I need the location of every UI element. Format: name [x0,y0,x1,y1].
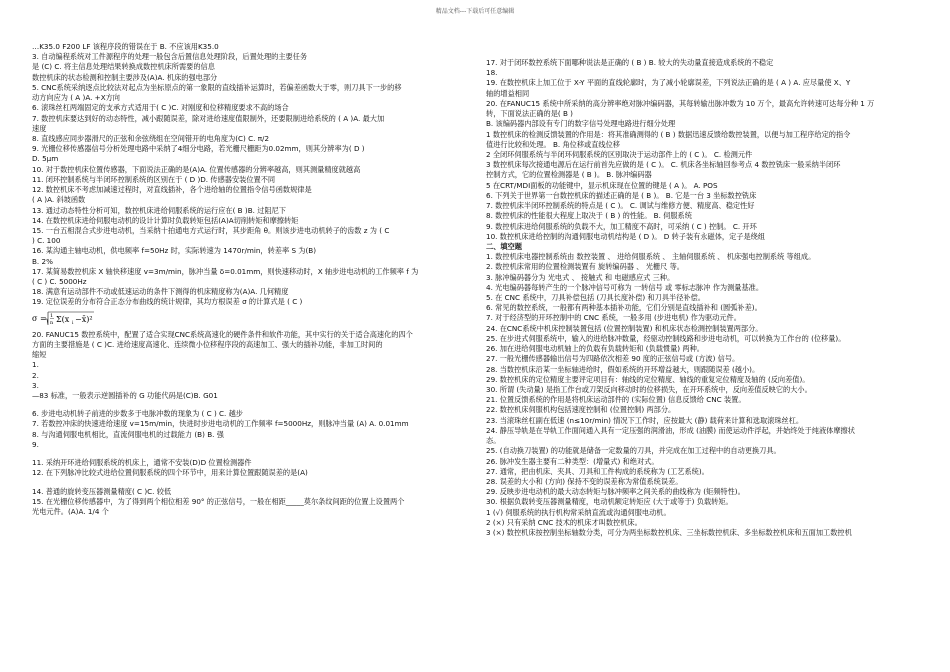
text-line: 动方向应为 ( A )A. +X方向 [32,93,120,103]
text-line: 10. 数控机床进给控制的沟通伺服电动机结构是 ( D )。 D 转子装有永磁体，定子是绕组 [486,231,766,241]
text-line: 19. 在数控机床上加工位于 X-Y 平面的直线轮廓时，为了减小轮廓误差，下列说法正确的是 ( A ) A. 应尽量使 X、Y [486,78,851,88]
left-column [32,42,468,517]
text-line: 21. 位置反馈系统的作用是将机床运动部件的 (实际位置) 信息反馈给 CNC 装置。 [486,395,746,405]
text-line: 3. 脉冲编码器分为 光电式 、 接触式 和 电磁感应式 三种。 [486,272,675,282]
text-line: 23. 当滚珠丝杠副在低速 (n≤10r/min) 情况下工作时，应按最大 (静) 载荷来计算和选取滚珠丝杠。 [486,415,804,425]
text-line: 16. 某沟通主轴电动机，供电频率 f=50Hz 时，实际转速为 1470r/min，转差率 S 为(B) [32,246,317,256]
text-line: 12. 在下列脉冲比较式进给位置伺服系统的四个环节中，用来计算位置跟随误差的是(A) [32,468,308,478]
text-line: 11. 闭环控制系统与半闭环控制系统的区别在于 ( D )D. 传感器安装位置不同 [32,174,276,184]
sigma-formula [32,308,468,330]
text-line: 态。 [486,436,501,446]
svg-text:n: n [50,319,54,326]
text-line: 5. 在 CNC 系统中，刀具补偿包括 (刀具长度补偿) 和刀具半径补偿。 [486,293,705,303]
text-line: 2. 数控机床常用的位置检测装置有 旋转编码器 、 光栅尺 等。 [486,262,684,272]
text-line: 25. 在步进式伺服系统中，输入的进给脉冲数量，经驱动控制线路和步进电动机，可以转换为工作台的 (位移量)。 [486,333,846,343]
text-line: 7. 若数控冲床的快速进给速度 v=15m/min，快进时步进电动机的工作频率 f=5000Hz，则脉冲当量 (A) A. 0.01mm [32,419,409,429]
text-line: 1 (√) 伺服系统的执行机构常采纳直流或沟通伺服电动机。 [486,507,671,517]
text-line: 10. 对于数控机床位置传感器，下面说法正确的是(A)A. 位置传感器的分辨率越高，则其测量精度就越高 [32,164,361,174]
svg-text:Σ(x: Σ(x [56,314,70,324]
text-line: 26. 加在进给伺服电动机轴上的负载有负载转矩和 (负载惯量) 两种。 [486,344,704,354]
text-line: 28. 当数控机床沿某一坐标轴进给时，假如系统的开环增益越大，则跟随误差 (越小)。 [486,364,760,374]
text-line: 29. 反映步进电动机的最大动态转矩与脉冲频率之间关系的曲线称为 (矩频特性)。 [486,487,745,497]
text-line: 3 (×) 数控机床按控制坐标轴数分类，可分为两坐标数控机床、三坐标数控机床、多坐标数控机床和五面加工数控机 [486,528,852,538]
text-line: 2 全闭环伺服系统与半闭环伺服系统的区别取决于运动部件上的 ( C )。 C. 检测元件 [486,149,753,159]
text-line: 27. 一般光栅传感器输出信号为四路依次相差 90 度的正弦信号或 (方波) 信号。 [486,354,740,364]
page-header: 精品文档---下载后可任意编辑 [435,8,515,15]
text-line: ( A )A. 斜坡函数 [32,195,86,205]
text-line: 是 (C) C. 将主信息处理结果转换成数控机床所需要的信息 [32,62,215,72]
text-line: 5. CNC系统采纳逐点比较法对起点为坐标原点的第一象限的直线插补运算时，若偏差函数大于零，则刀具下一步的移 [32,82,402,92]
text-line: —83 标准，一般表示逆圆插补的 G 功能代码是(C)B. G01 [32,391,218,400]
text-line: 12. 数控机床不考虑加减速过程时，对直线插补，各个进给轴的位置指令信号函数规律是 [32,185,312,195]
text-line: 3 数控机床每次接通电源后在运行前首先应做的是 ( C )。 C. 机床各坐标轴回参考点 4 数控铣床一般采纳半闭环 [486,160,841,170]
text-line: B. 2% [32,256,53,266]
svg-text:1: 1 [50,312,54,319]
text-line: 轴的增益相同 [486,88,530,98]
text-line: 29. 数控机床的定位精度主要评定项目有：轴线的定位精度、轴线的重复定位精度及轴的 (反向差值)。 [486,374,810,384]
text-line: 24. 静压导轨是在导轨工作面间通入具有一定压强的润滑油，形成 (油膜) 而使运动件浮起，并始终处于纯液体摩擦状 [486,425,855,435]
svg-text:−x̄)²: −x̄)² [75,314,93,324]
text-line: 速度 [32,123,47,133]
text-line: 光电元件。(A)A. 1/4 个 [32,506,109,516]
text-line: 9. [32,439,39,449]
text-line: 转，下面说法正确的是( B ) [486,109,573,119]
text-line: 30. 所谓 (失动量) 是指工作台或刀架反向移动时的位移损失，在开环系统中，反向差值反映它的大小。 [486,385,812,394]
text-line: 方面的主要措施是 ( C )C. 进给速度高速化、连续微小位移程序段的高速加工、强大的插补功能，非加工时间的 [32,339,383,349]
text-line: ( C ) C. 5000Hz [32,277,87,287]
text-line: 6. 下列关于世界第一台数控机床的描述正确的是 ( B )。 B. 它是一台 3 坐标数控铣床 [486,190,757,200]
text-line: 14. 在数控机床进给伺服电动机的设计计算时负载转矩包括(A)A切削转矩和摩擦转矩 [32,215,299,225]
text-line: …K35.0 F200 LF 该程序段的错误在于 B. 不应该用K35.0 [32,42,219,51]
text-line: 值进行比较和处理。 B. 角位移或直线位移 [486,139,620,149]
text-line: 14. 普通的旋转变压器测量精度( C )C. 较低 [32,486,172,496]
text-line: 18. [486,68,498,78]
svg-text:σ =: σ = [32,313,47,323]
text-line: 控制方式，它的位置检测器是 ( B )。 B. 脉冲编码器 [486,170,652,180]
text-line: 26. 脉冲发生器主要有二种类型：(增量式) 和绝对式。 [486,456,659,466]
text-line: 15. 一台五相混合式步进电动机，当采纳十拍通电方式运行时，其步距角 θ。则该步进电动机转子的齿数 z 为 ( C [32,225,390,235]
text-line: 9. 光栅位移传感器信号分析处理电路中采纳了4细分电路，若光栅尺栅距为0.02mm，则其分辨率为( D ) [32,144,365,154]
text-line: 缩短 [32,350,47,360]
svg-text:i: i [72,320,74,326]
text-line: 30. 根据负载转变压器测量精度，电动机额定转矩应 (大于或等于) 负载转矩。 [486,497,733,507]
text-line: 5 在CRT/MDI面板的功能键中，显示机床现在位置的键是 ( A )。 A. POS [486,180,718,190]
text-line: 22. 数控机床伺服机构包括速度控制和 (位置控制) 两部分。 [486,405,676,415]
text-line: 7. 对于经济型的开环控制中的 CNC 系统，一般多用 (步进电机) 作为驱动元件。 [486,313,741,323]
text-line: 2. [32,370,39,380]
text-line: 11. 采纳开环进给伺服系统的机床上，通常不安装(D)D 位置检测器件 [32,458,252,468]
text-line: 6. 常见的数控系统，一般都有两种基本插补功能，它们分别是直线插补和 (圆弧补差)。 [486,303,762,313]
text-line: 19. 定位误差的分布符合正态分布曲线的统计规律，其均方根误差 σ 的计算式是 ( C ) [32,297,303,307]
text-line: 6. 滚珠丝杠两端固定的支承方式适用于( C )C. 对刚度和位移精度要求不高的场合 [32,103,289,113]
text-line: 8. 与沟通伺服电机相比，直流伺服电机的过载能力 (B) B. 强 [32,429,224,439]
text-line: 18. 满意有运动部件不动或低速运动的条件下测得的机床精度称为(A)A. 几何精度 [32,287,289,297]
text-line: 6. 步进电动机转子前进的步数多于电脉冲数的现象为 ( C ) C. 越步 [32,409,243,419]
text-line: 1. 数控机床电器控制系统由 数控装置 、 进给伺服系统 、 主轴伺服系统 、 机床强电控制系统 等组成。 [486,252,816,262]
text-line: 8. 直线感应同步器滑尺的正弦和余弦绕组在空间错开的电角度为(C) C. π/2 [32,133,270,143]
text-line: 7. 数控机床要达到好的动态特性，减小跟随误差，除对进给速度值限制外，还要限制进给系统的 ( A )A. 最大加 [32,113,385,123]
text-line: 25. (自动换刀装置) 的功能就是储备一定数量的刀具，并完成在加工过程中的自动更换刀具。 [486,446,781,456]
text-line: 1 数控机床的检测反馈装置的作用是：将其准确测得的 ( B ) 数据迅速反馈给数控装置，以便与加工程序给定的指令 [486,129,851,139]
text-line: 9. 数控机床进给伺服系统的负载不大，加工精度不高时，可采纳 ( C ) 控制。 C. 开环 [486,221,757,231]
text-line: D. 5μm [32,154,59,164]
text-line: 2 (×) 只有采纳 CNC 技术的机床才叫数控机床。 [486,517,642,527]
text-line: 17. 对于闭环数控系统下面哪种说法是正确的 ( B ) B. 较大的失动量直接造成系统的不稳定 [486,58,774,67]
text-line: 20. FANUC15 数控系统中，配置了适合实现CNC系统高速化的硬件条件和软件功能，其中实行的关于适合高速化的四个 [32,329,413,339]
text-line: ) C. 100 [32,236,61,246]
text-line: 7. 数控机床半闭环控制系统的特点是 ( C )。 C. 调试与维修方便、精度高、稳定性好 [486,201,755,211]
text-line: 3. [32,380,39,390]
text-line: 28. 误差的大小和 (方向) 保持不变的误差称为常值系统误差。 [486,476,683,486]
text-line: B. 该编码器内部设有专门的数字信号处理电路进行细分处理 [486,119,676,129]
text-line: 3. 自动编程系统对工件源程序的处理一般包含后置信息处理阶段，后置处理的主要任务 [32,52,308,62]
text-line: 13. 通过动态特性分析可知，数控机床进给伺服系统的运行应在( B )B. 过阻尼下 [32,205,286,215]
right-column [486,58,918,538]
text-line: 1. [32,360,39,370]
text-line: 二、填空题 [486,241,522,251]
text-line: 17. 某简易数控机床 X 轴快移速度 v=3m/min，脉冲当量 δ=0.01mm，则快速移动时，X 轴步进电动机的工作频率 f 为 [32,266,419,276]
text-line: 8. 数控机床的性能很大程度上取决于 ( B ) 的性能。 B. 伺服系统 [486,211,692,221]
text-line: 27. 通常，把由机床、夹具、刀具和工件构成的系统称为 (工艺系统)。 [486,466,709,476]
text-line: 15. 在光栅位移传感器中，为了得到两个相位相差 90° 的正弦信号，一般在相距_____莫尔条纹间距的位置上设置两个 [32,496,405,506]
text-line: 数控机床的状态检测和控制主要涉及(A)A. 机床的强电部分 [32,72,218,82]
text-line: 4. 光电编码器每转产生的一个脉冲信号可称为 一转信号 或 零标志脉冲 作为测量基准。 [486,282,764,292]
text-line: 20. 在FANUC15 系统中所采纳的高分辨率绝对脉冲编码器，其每转输出脉冲数为 10 万个，最高允许转速可达每分种 1 万 [486,98,875,108]
text-line: 24. 在CNC系统中机床控制装置包括 (位置控制装置) 和机床状态检测控制装置两部分。 [486,323,763,333]
